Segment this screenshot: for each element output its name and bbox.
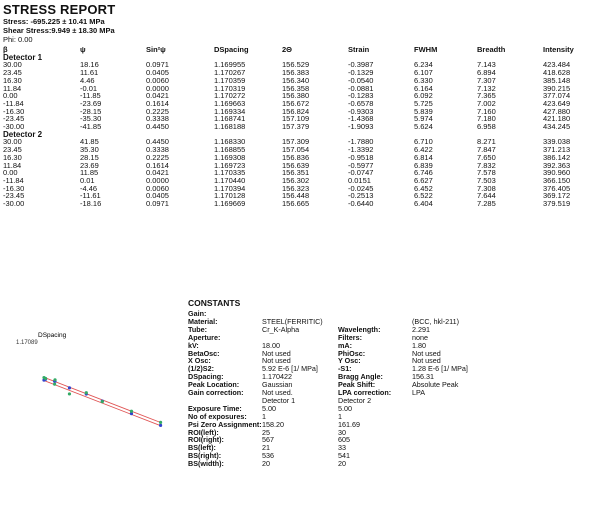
table-cell: 156.639: [282, 160, 310, 170]
table-cell: 1.170319: [214, 83, 246, 93]
table-cell: -0.5977: [348, 160, 374, 170]
table-cell: 0.0000: [146, 175, 169, 185]
constant-value: 20: [262, 459, 270, 469]
header-dspacing: DSpacing: [214, 45, 249, 54]
constant-value: 30: [338, 427, 346, 437]
table-cell: 0.0060: [146, 183, 169, 193]
constant-value: 161.69: [338, 419, 360, 429]
table-cell: -11.61: [80, 191, 101, 201]
table-cell: 1.170335: [214, 168, 246, 178]
constant-value: 25: [262, 427, 270, 437]
constant-label: mA:: [338, 340, 352, 350]
constant-value: 1: [338, 411, 342, 421]
data-point-detector-2: [85, 391, 88, 394]
table-cell: 1.169663: [214, 98, 246, 108]
constant-label: Peak Location:: [188, 380, 240, 390]
header-breadth: Breadth: [477, 45, 506, 54]
constant-value: Not used: [262, 348, 291, 358]
table-cell: -0.0747: [348, 168, 374, 178]
table-cell: 0.4450: [146, 122, 169, 132]
constant-value: 1.28 E-6 [1/ MPa]: [412, 364, 468, 374]
table-cell: 0.2225: [146, 106, 169, 116]
constant-value: 20: [338, 459, 346, 469]
table-cell: 0.0971: [146, 199, 169, 209]
table-cell: -16.30: [3, 106, 25, 116]
table-cell: 1.170267: [214, 68, 246, 78]
table-cell: -0.0540: [348, 75, 374, 85]
table-cell: 16.30: [3, 75, 22, 85]
constant-label: Gain correction:: [188, 388, 244, 397]
detector-1-column-heading: Detector 1: [262, 395, 296, 405]
data-point-detector-2: [53, 383, 56, 386]
table-cell: 35.30: [80, 145, 99, 155]
table-cell: -11.84: [3, 175, 24, 185]
constant-label: ROI(left):: [188, 427, 219, 437]
table-cell: 6.452: [414, 183, 433, 193]
table-cell: 0.0000: [146, 83, 169, 93]
table-cell: -0.0881: [348, 83, 374, 93]
constant-value: Cr_K-Alpha: [262, 324, 300, 334]
table-cell: 157.379: [282, 122, 310, 132]
constant-value: Not used: [262, 356, 291, 366]
constant-label: (1/2)S2:: [188, 364, 214, 374]
table-cell: 6.422: [414, 145, 433, 155]
table-cell: 6.522: [414, 191, 433, 201]
table-cell: 7.847: [477, 145, 496, 155]
table-cell: 427.880: [543, 106, 571, 116]
table-cell: 0.1614: [146, 160, 169, 170]
table-cell: 18.16: [80, 60, 99, 70]
table-cell: -11.85: [80, 91, 101, 101]
constant-value: Not used.: [262, 388, 293, 397]
header-fwhm: FWHM: [414, 45, 438, 54]
constant-value: Gaussian: [262, 380, 293, 390]
table-cell: 0.4450: [146, 137, 169, 147]
table-cell: 7.644: [477, 191, 496, 201]
table-cell: 1.168741: [214, 114, 246, 124]
table-cell: 156.351: [282, 168, 310, 178]
table-cell: 23.45: [3, 145, 22, 155]
table-cell: 11.84: [3, 83, 22, 93]
table-cell: 7.503: [477, 175, 496, 185]
constants-title: CONSTANTS: [188, 298, 241, 308]
table-cell: -0.2513: [348, 191, 374, 201]
table-cell: 30.00: [3, 137, 22, 147]
table-cell: -23.45: [3, 191, 25, 201]
chart-y-axis-label: DSpacing: [38, 332, 67, 339]
constant-value: 33: [338, 443, 346, 453]
table-cell: 11.61: [80, 68, 99, 78]
table-cell: 156.302: [282, 175, 310, 185]
detector-1-heading-label: Detector 1: [3, 52, 43, 62]
constant-value: none: [412, 332, 428, 342]
table-cell: 30.00: [3, 60, 22, 70]
detector-2-heading-label: Detector 2: [3, 129, 43, 139]
table-cell: 156.380: [282, 91, 310, 101]
table-cell: -0.3987: [348, 60, 374, 70]
phi-line: Phi: 0.00: [3, 35, 33, 44]
header-beta: β: [3, 45, 8, 54]
table-cell: -1.4368: [348, 114, 374, 124]
table-cell: 6.710: [414, 137, 433, 147]
constant-label: Psi Zero Assignment:: [188, 419, 262, 429]
table-cell: 379.519: [543, 199, 571, 209]
table-cell: 7.365: [477, 91, 496, 101]
table-cell: 1.170440: [214, 175, 246, 185]
table-cell: 1.168188: [214, 122, 246, 132]
table-cell: 385.148: [543, 75, 571, 85]
header-strain: Strain: [348, 45, 370, 54]
shear-stress-line: Shear Stress:9.949 ± 18.30 MPa: [3, 26, 115, 35]
dspacing-sin2psi-plot: [0, 300, 180, 450]
table-cell: 390.215: [543, 83, 571, 93]
table-cell: 6.839: [414, 160, 433, 170]
table-cell: 1.170272: [214, 91, 246, 101]
table-cell: -0.9518: [348, 152, 374, 162]
constant-value: Not used: [412, 356, 441, 366]
table-cell: 6.746: [414, 168, 433, 178]
constant-value: LPA: [412, 388, 426, 397]
table-cell: 41.85: [80, 137, 99, 147]
constant-label: Tube:: [188, 324, 208, 334]
table-cell: 390.960: [543, 168, 571, 178]
constant-label: Gain:: [188, 309, 207, 318]
constant-value: Not used: [412, 348, 441, 358]
table-cell: 156.340: [282, 75, 310, 85]
stress-line: Stress: -695.225 ± 10.41 MPa: [3, 17, 105, 26]
constant-label: -S1:: [338, 364, 352, 374]
table-cell: 157.309: [282, 137, 310, 147]
table-cell: -41.85: [80, 122, 102, 132]
table-cell: 423.484: [543, 60, 571, 70]
table-cell: 156.448: [282, 191, 310, 201]
table-cell: 421.180: [543, 114, 571, 124]
data-point-detector-2: [130, 410, 133, 413]
table-cell: 1.169669: [214, 199, 246, 209]
table-cell: 0.0405: [146, 191, 169, 201]
constant-label: kV:: [188, 340, 199, 350]
table-cell: 6.814: [414, 152, 433, 162]
table-cell: 7.180: [477, 114, 496, 124]
data-point-detector-2: [101, 400, 104, 403]
constant-label: Peak Shift:: [338, 380, 376, 390]
table-cell: 7.578: [477, 168, 496, 178]
table-cell: 7.143: [477, 60, 496, 70]
table-cell: 156.323: [282, 183, 310, 193]
constant-value: 541: [338, 451, 350, 461]
constant-label: Aperture:: [188, 332, 221, 342]
table-cell: 0.0405: [146, 68, 169, 78]
constant-label: Bragg Angle:: [338, 372, 383, 382]
table-cell: 6.627: [414, 175, 433, 185]
table-cell: 157.054: [282, 145, 310, 155]
table-cell: 6.092: [414, 91, 433, 101]
constant-label: BS(right):: [188, 451, 222, 461]
constant-value: 158.20: [262, 419, 284, 429]
table-cell: 157.109: [282, 114, 310, 124]
constant-value: 567: [262, 435, 274, 445]
constant-value: 536: [262, 451, 274, 461]
table-cell: 156.672: [282, 98, 310, 108]
table-cell: -0.6578: [348, 98, 374, 108]
table-cell: 0.0060: [146, 75, 169, 85]
table-cell: 6.894: [477, 68, 496, 78]
table-cell: 386.142: [543, 152, 571, 162]
table-cell: 6.330: [414, 75, 433, 85]
constant-value: 5.92 E-6 [1/ MPa]: [262, 364, 318, 374]
table-cell: 1.169955: [214, 60, 246, 70]
header-two-theta: 2Θ: [282, 45, 293, 54]
constant-label: X Osc:: [188, 356, 211, 366]
table-cell: 156.529: [282, 60, 310, 70]
table-cell: 6.234: [414, 60, 433, 70]
constant-label: Filters:: [338, 332, 362, 342]
table-cell: -1.3392: [348, 145, 374, 155]
data-point-detector-1: [68, 386, 71, 389]
table-cell: 1.170394: [214, 183, 246, 193]
constant-label: ROI(right):: [188, 435, 224, 445]
table-cell: 371.213: [543, 145, 571, 155]
constant-label: DSpacing:: [188, 372, 224, 382]
constant-label: Exposure Time:: [188, 403, 242, 413]
data-point-detector-2: [159, 421, 162, 424]
table-cell: -1.7880: [348, 137, 374, 147]
table-cell: 392.363: [543, 160, 571, 170]
constant-value: 1.170422: [262, 372, 292, 382]
table-cell: 1.170359: [214, 75, 246, 85]
constant-value: STEEL(FERRITIC): [262, 316, 323, 326]
table-cell: 0.00: [3, 168, 18, 178]
table-cell: -0.0245: [348, 183, 374, 193]
table-cell: 6.164: [414, 83, 433, 93]
table-cell: 4.46: [80, 75, 95, 85]
table-cell: -18.16: [80, 199, 102, 209]
table-cell: -11.84: [3, 98, 24, 108]
table-cell: 156.358: [282, 83, 310, 93]
constant-value: 5.00: [338, 403, 352, 413]
header-psi: ψ: [80, 45, 86, 54]
table-cell: 376.405: [543, 183, 571, 193]
table-cell: 7.132: [477, 83, 496, 93]
constant-value: 18.00: [262, 340, 280, 350]
chart-y-top-tick-label: 1.17089: [16, 340, 38, 346]
table-cell: 11.84: [3, 160, 22, 170]
table-cell: 7.308: [477, 183, 496, 193]
table-cell: 6.107: [414, 68, 433, 78]
constant-label: PhiOsc:: [338, 348, 366, 358]
constant-value: 5.00: [262, 403, 276, 413]
constant-label: BS(left):: [188, 443, 216, 453]
table-cell: -1.9093: [348, 122, 374, 132]
table-cell: 0.3338: [146, 145, 169, 155]
table-cell: 377.074: [543, 91, 571, 101]
table-cell: 6.404: [414, 199, 433, 209]
table-cell: 8.271: [477, 137, 496, 147]
table-cell: 11.85: [80, 168, 99, 178]
table-cell: 7.650: [477, 152, 496, 162]
table-cell: -16.30: [3, 183, 25, 193]
table-cell: 434.245: [543, 122, 571, 132]
table-cell: -0.01: [80, 83, 98, 93]
table-cell: 7.832: [477, 160, 496, 170]
table-cell: 16.30: [3, 152, 22, 162]
table-cell: 366.150: [543, 175, 571, 185]
table-cell: 1.168855: [214, 145, 246, 155]
table-cell: 7.307: [477, 75, 496, 85]
constant-label: Wavelength:: [338, 324, 381, 334]
table-cell: 418.628: [543, 68, 571, 78]
table-cell: 1.169334: [214, 106, 246, 116]
table-cell: 7.285: [477, 199, 496, 209]
table-cell: -35.30: [80, 114, 102, 124]
constant-label: BS(width):: [188, 459, 224, 469]
table-cell: 5.624: [414, 122, 433, 132]
table-cell: 0.3338: [146, 114, 169, 124]
table-cell: 0.2225: [146, 152, 169, 162]
report-title: STRESS REPORT: [3, 2, 116, 17]
constant-value: 605: [338, 435, 350, 445]
constant-value: 1.80: [412, 340, 426, 350]
detector-2-column-heading: Detector 2: [338, 395, 372, 405]
table-cell: -30.00: [3, 199, 25, 209]
table-cell: 156.383: [282, 68, 310, 78]
table-row: [3, 200, 603, 208]
table-cell: 0.00: [3, 91, 18, 101]
table-cell: 0.0421: [146, 91, 169, 101]
table-cell: -28.15: [80, 106, 102, 116]
data-point-detector-2: [44, 377, 47, 380]
table-cell: 5.974: [414, 114, 433, 124]
header-sin2psi: Sin²ψ: [146, 45, 166, 54]
constant-value: 1: [262, 411, 266, 421]
table-cell: -4.46: [80, 183, 98, 193]
table-cell: -30.00: [3, 122, 25, 132]
table-cell: 23.69: [80, 160, 99, 170]
constant-value: (BCC, hkl-211): [412, 316, 459, 326]
header-intensity: Intensity: [543, 45, 574, 54]
constant-label: No of exposures:: [188, 411, 247, 421]
table-cell: 369.172: [543, 191, 571, 201]
constant-value: Absolute Peak: [412, 380, 459, 390]
table-cell: -0.6440: [348, 199, 374, 209]
table-cell: 1.169308: [214, 152, 246, 162]
table-cell: 6.958: [477, 122, 496, 132]
table-cell: 7.002: [477, 98, 496, 108]
constant-value: 2.291: [412, 324, 430, 334]
table-cell: 28.15: [80, 152, 99, 162]
table-cell: 5.725: [414, 98, 433, 108]
table-cell: -0.1329: [348, 68, 374, 78]
table-cell: 0.0151: [348, 175, 371, 185]
table-cell: 0.01: [80, 175, 95, 185]
data-point-detector-2: [68, 392, 71, 395]
data-point-detector-2: [53, 378, 56, 381]
table-cell: 339.038: [543, 137, 571, 147]
constant-label: BetaOsc:: [188, 348, 220, 358]
constant-label: Material:: [188, 316, 218, 326]
table-cell: -0.9303: [348, 106, 374, 116]
table-cell: 23.45: [3, 68, 22, 78]
table-cell: -23.69: [80, 98, 102, 108]
table-cell: 156.824: [282, 106, 310, 116]
stress-data-table: [3, 46, 603, 208]
constant-label: LPA correction:: [338, 388, 392, 397]
table-cell: -23.45: [3, 114, 25, 124]
table-row: [3, 123, 603, 131]
table-cell: 7.160: [477, 106, 496, 116]
table-cell: 0.1614: [146, 98, 169, 108]
table-cell: 1.168330: [214, 137, 246, 147]
table-cell: 0.0971: [146, 60, 169, 70]
fit-line-2: [44, 381, 162, 427]
constant-label: Y Osc:: [338, 356, 361, 366]
table-cell: 1.170128: [214, 191, 246, 201]
table-cell: 0.0421: [146, 168, 169, 178]
table-cell: 5.839: [414, 106, 433, 116]
table-cell: 1.169723: [214, 160, 246, 170]
table-cell: -0.1283: [348, 91, 374, 101]
constant-value: 21: [262, 443, 270, 453]
table-header-row: [3, 46, 603, 54]
constant-value: 156.31: [412, 372, 434, 382]
data-point-detector-1: [159, 424, 162, 427]
table-cell: 156.836: [282, 152, 310, 162]
table-cell: 423.649: [543, 98, 571, 108]
table-cell: 156.665: [282, 199, 310, 209]
